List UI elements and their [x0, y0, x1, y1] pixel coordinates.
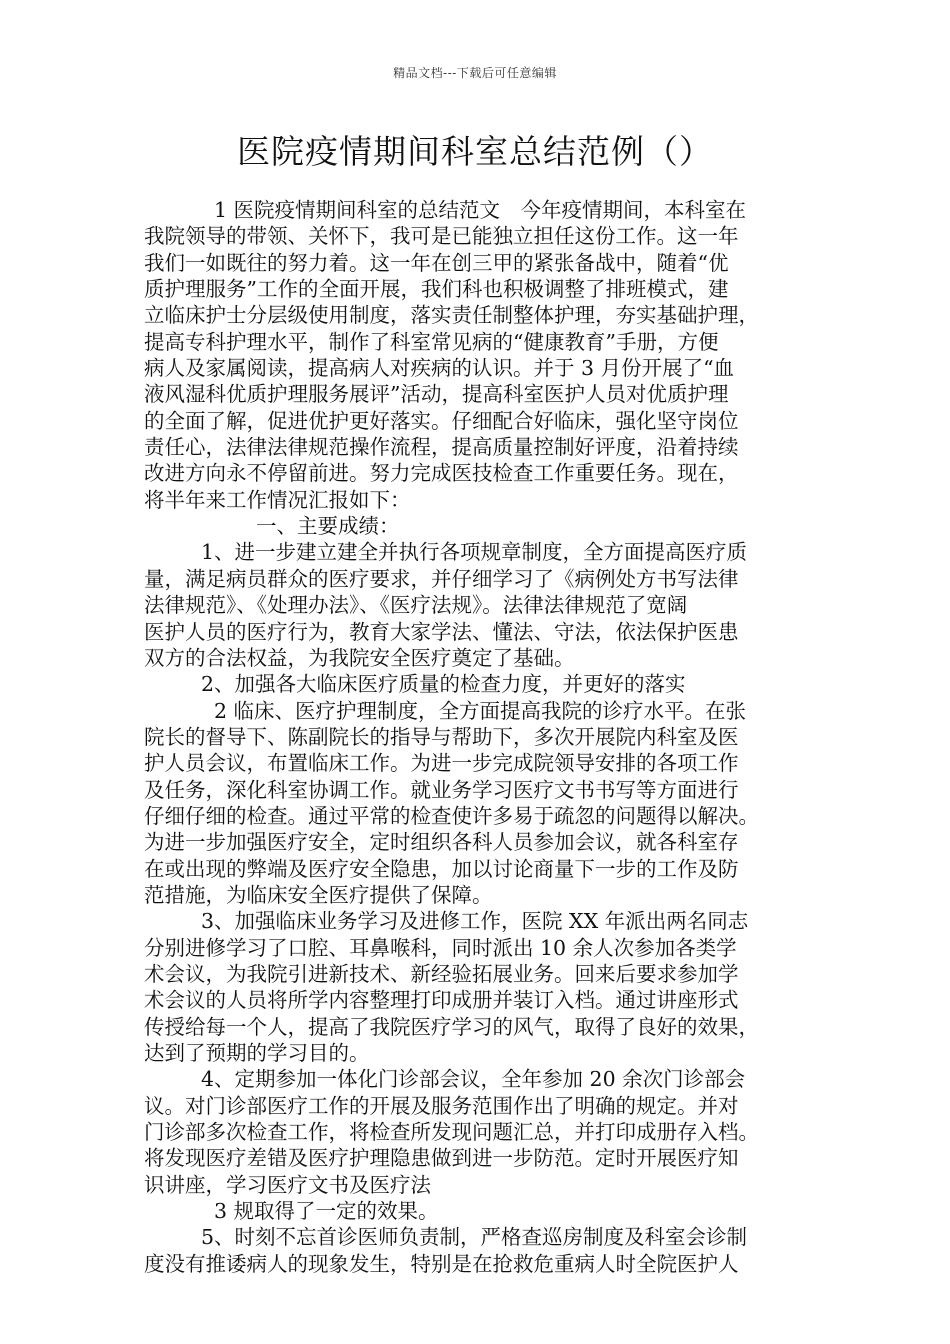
text-line: 3 规取得了一定的效果。 [214, 1199, 439, 1224]
text-line: 病人及家属阅读，提高病人对疾病的认识。并于 3 月份开展了“血 [144, 356, 735, 381]
text-line: 双方的合法权益，为我院安全医疗奠定了基础。 [144, 645, 575, 670]
text-line: 门诊部多次检查工作，将检查所发现问题汇总，并打印成册存入档。 [144, 1120, 759, 1145]
text-line: 术会议的人员将所学内容整理打印成册并装订入档。通过讲座形式 [144, 988, 739, 1013]
text-line: 分别进修学习了口腔、耳鼻喉科，同时派出 10 余人次参加各类学 [144, 935, 737, 960]
text-line: 立临床护士分层级使用制度，落实责任制整体护理，夯实基础护理， [144, 303, 759, 328]
text-line: 在或出现的弊端及医疗安全隐患，加以讨论商量下一步的工作及防 [144, 856, 739, 881]
document-body [144, 197, 824, 1277]
text-line: 2 临床、医疗护理制度，全方面提高我院的诊疗水平。在张 [214, 698, 747, 723]
text-line: 法律规范》、《处理办法》、《医疗法规》。法律法律规范了宽阔 [144, 593, 688, 618]
text-line: 量，满足病员群众的医疗要求，并仔细学习了《病例处方书写法律 [144, 566, 739, 591]
text-line: 识讲座，学习医疗文书及医疗法 [144, 1172, 431, 1197]
text-line: 为进一步加强医疗安全，定时组织各科人员参加会议，就各科室存 [144, 830, 739, 855]
document-title: 医院疫情期间科室总结范例（） [237, 132, 713, 171]
text-line: 1 医院疫情期间科室的总结范文 今年疫情期间，本科室在 [214, 198, 747, 222]
header-note: 精品文档---下载后可任意编辑 [393, 66, 557, 80]
text-line: 度没有推诿病人的现象发生，特别是在抢救危重病人时全院医护人 [144, 1251, 739, 1276]
text-line: 护人员会议，布置临床工作。为进一步完成院领导安排的各项工作 [144, 751, 739, 776]
text-line: 责任心，法律法律规范操作流程，提高质量控制好评度，沿着持续 [144, 435, 739, 460]
text-line: 4、定期参加一体化门诊部会议，全年参加 20 余次门诊部会 [201, 1067, 746, 1092]
text-line: 3、加强临床业务学习及进修工作，医院 XX 年派出两名同志 [201, 909, 749, 934]
text-line: 1、进一步建立建全并执行各项规章制度，全方面提高医疗质 [201, 540, 748, 565]
text-line: 5、时刻不忘首诊医师负责制，严格查巡房制度及科室会诊制 [201, 1225, 748, 1250]
text-line: 的全面了解，促进优护更好落实。仔细配合好临床，强化坚守岗位 [144, 408, 739, 433]
text-line: 范措施，为临床安全医疗提供了保障。 [144, 882, 493, 907]
text-line: 仔细仔细的检查。通过平常的检查使许多易于疏忽的问题得以解决。 [144, 803, 759, 828]
text-line: 改进方向永不停留前进。努力完成医技检查工作重要任务。现在， [144, 461, 739, 486]
section-heading: 一、主要成绩： [256, 514, 400, 539]
text-line: 2、加强各大临床医疗质量的检查力度，并更好的落实 [201, 672, 686, 697]
text-line: 院长的督导下、陈副院长的指导与帮助下，多次开展院内科室及医 [144, 724, 739, 749]
text-line: 液风湿科优质护理服务展评”活动，提高科室医护人员对优质护理 [144, 382, 729, 407]
text-line: 我们一如既往的努力着。这一年在创三甲的紧张备战中，随着“优 [144, 250, 729, 275]
text-line: 我院领导的带领、关怀下，我可是已能独立担任这份工作。这一年 [144, 224, 739, 249]
text-line: 及任务，深化科室协调工作。就业务学习医疗文书书写等方面进行 [144, 777, 739, 802]
text-line: 议。对门诊部医疗工作的开展及服务范围作出了明确的规定。并对 [144, 1093, 739, 1118]
text-line: 医护人员的医疗行为，教育大家学法、懂法、守法，依法保护医患 [144, 619, 739, 644]
text-line: 传授给每一个人，提高了我院医疗学习的风气，取得了良好的效果， [144, 1014, 759, 1039]
text-line: 术会议，为我院引进新技术、新经验拓展业务。回来后要求参加学 [144, 961, 739, 986]
text-line: 将半年来工作情况汇报如下： [144, 487, 411, 512]
text-line: 质护理服务”工作的全面开展，我们科也积极调整了排班模式，建 [144, 277, 729, 302]
text-line: 将发现医疗差错及医疗护理隐患做到进一步防范。定时开展医疗知 [144, 1146, 739, 1171]
text-line: 达到了预期的学习目的。 [144, 1041, 370, 1065]
text-line: 提高专科护理水平，制作了科室常见病的“健康教育”手册，方便 [144, 329, 719, 354]
